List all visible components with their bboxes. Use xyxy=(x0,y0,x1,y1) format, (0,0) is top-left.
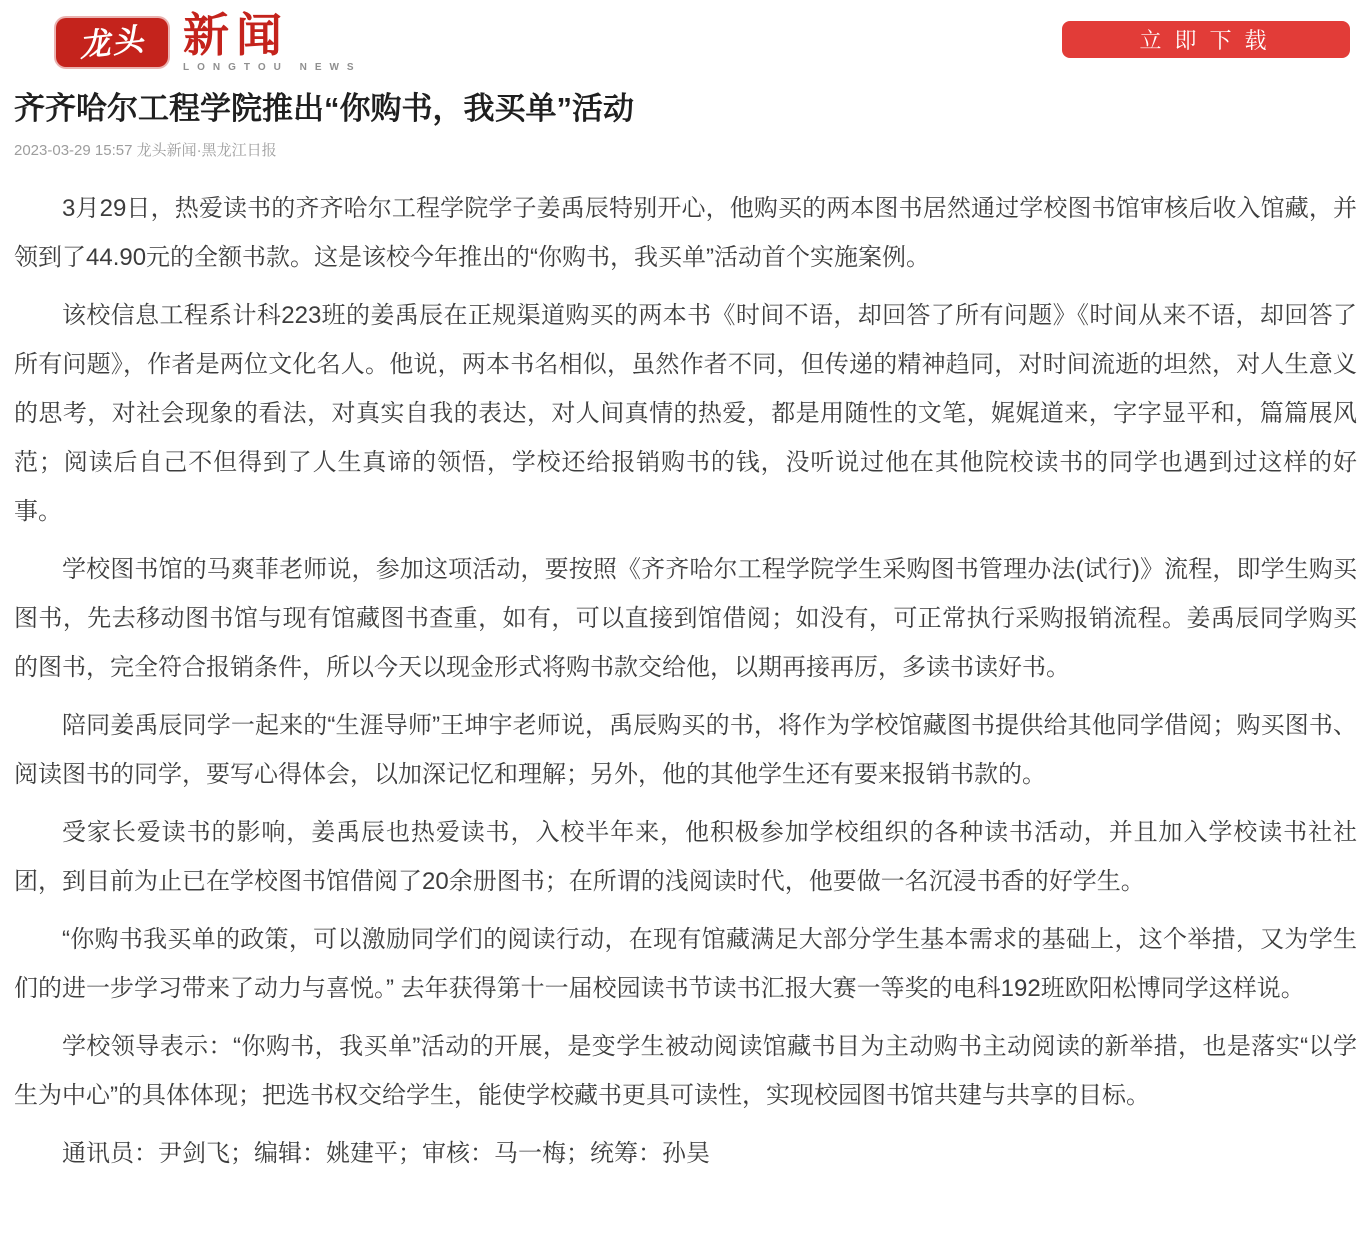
logo-seal-text: 龙头 xyxy=(77,21,147,64)
logo-seal-icon xyxy=(56,18,168,67)
article-body xyxy=(0,90,1371,1178)
article-meta: 2023-03-29 15:57 龙头新闻·黑龙江日报 xyxy=(14,141,277,159)
download-now-button[interactable]: 立即下载 xyxy=(1062,21,1350,58)
logo-brand-chinese: 新闻 xyxy=(183,9,289,61)
article-paragraph: 3月29日，热爱读书的齐齐哈尔工程学院学子姜禹辰特别开心，他购买的两本图书居然通过学校图书馆审核后收入馆藏，并领到了44.90元的全额书款。这是该校今年推出的“你购书，我买单”活动首个实施案例。 xyxy=(14,194,1357,271)
header xyxy=(0,0,1371,74)
logo-brand xyxy=(183,9,362,73)
article-title: 齐齐哈尔工程学院推出“你购书，我买单”活动 xyxy=(14,91,634,126)
article-paragraph: 学校领导表示：“你购书，我买单”活动的开展，是变学生被动阅读馆藏书目为主动购书主动阅读的新举措，也是落实“以学生为中心”的具体体现；把选书权交给学生，能使学校藏书更具可读性，实现校园图书馆共建与共享的目标。 xyxy=(14,1032,1357,1109)
article-paragraph: 学校图书馆的马爽菲老师说，参加这项活动，要按照《齐齐哈尔工程学院学生采购图书管理办法(试行)》流程，即学生购买图书，先去移动图书馆与现有馆藏图书查重，如有，可以直接到馆借阅；如没有，可正常执行采购报销流程。姜禹辰同学购买的图书，完全符合报销条件，所以今天以现金形式将购书款交给他，以期再接再厉，多读书读好书。 xyxy=(14,555,1357,681)
article-paragraph: “你购书我买单的政策，可以激励同学们的阅读行动，在现有馆藏满足大部分学生基本需求的基础上，这个举措，又为学生们的进一步学习带来了动力与喜悦。” 去年获得第十一届校园读书节读书汇报大赛一等奖的电科192班欧阳松博同学这样说。 xyxy=(14,925,1357,1002)
article-paragraph: 陪同姜禹辰同学一起来的“生涯导师”王坤宇老师说，禹辰购买的书，将作为学校馆藏图书提供给其他同学借阅；购买图书、阅读图书的同学，要写心得体会，以加深记忆和理解；另外，他的其他学生还有要来报销书款的。 xyxy=(14,711,1357,788)
longtou-news-logo[interactable] xyxy=(56,9,362,73)
article-paragraph: 该校信息工程系计科223班的姜禹辰在正规渠道购买的两本书《时间不语，却回答了所有问题》《时间从来不语，却回答了所有问题》，作者是两位文化名人。他说，两本书名相似，虽然作者不同，但传递的精神趋同，对时间流逝的坦然，对人生意义的思考，对社会现象的看法，对真实自我的表达，对人间真情的热爱，都是用随性的文笔，娓娓道来，字字显平和，篇篇展风范；阅读后自己不但得到了人生真谛的领悟，学校还给报销购书的钱，没听说过他在其他院校读书的同学也遇到过这样的好事。 xyxy=(14,301,1357,525)
article-paragraph: 受家长爱读书的影响，姜禹辰也热爱读书，入校半年来，他积极参加学校组织的各种读书活动，并且加入学校读书社社团，到目前为止已在学校图书馆借阅了20余册图书；在所谓的浅阅读时代，他要做一名沉浸书香的好学生。 xyxy=(14,818,1357,895)
logo-brand-english: LONGTOU NEWS xyxy=(183,62,362,73)
article-credits: 通讯员：尹剑飞；编辑：姚建平；审核：马一梅；统筹：孙昊 xyxy=(62,1139,710,1167)
